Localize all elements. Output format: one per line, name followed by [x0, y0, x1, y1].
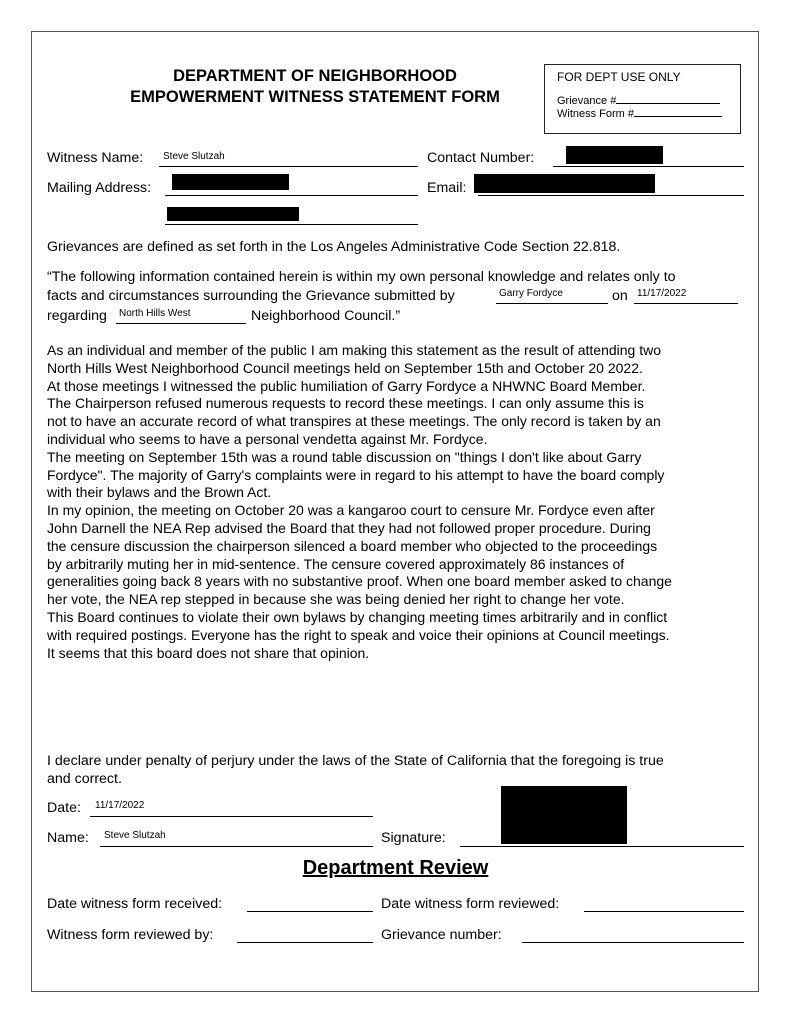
statement-line: by arbitrarily muting her in mid-sentence. The censure covered approximately 86 instances of — [47, 555, 625, 572]
statement-line: The Chairperson refused numerous requests to record these meetings. I can only assume this is — [47, 395, 644, 412]
statement-line: with required postings. Everyone has the right to speak and voice their opinions at Council meetings. — [47, 626, 670, 643]
email-line — [478, 195, 744, 196]
statement-line: not to have an accurate record of what transpires at these meetings. The only record is taken by an — [47, 413, 661, 430]
council-value[interactable]: North Hills West — [119, 308, 191, 319]
mailing-address-redaction-1 — [172, 174, 289, 190]
statement-line: Fordyce". The majority of Garry's complaints were in regard to his attempt to have the board comply — [47, 466, 665, 483]
contact-number-line — [553, 166, 744, 167]
signature-redaction — [501, 786, 627, 844]
name-value[interactable]: Steve Slutzah — [104, 830, 166, 841]
declaration-line-2: and correct. — [47, 771, 122, 787]
date-reviewed-label: Date witness form reviewed: — [381, 896, 560, 912]
statement-line: with their bylaws and the Brown Act. — [47, 484, 272, 501]
declaration-line-1: I declare under penalty of perjury under the laws of the State of California that the foregoing is true — [47, 753, 664, 769]
contact-number-redaction — [566, 146, 663, 164]
form-title-line-2: EMPOWERMENT WITNESS STATEMENT FORM — [130, 88, 500, 106]
submitted-by-value[interactable]: Garry Fordyce — [499, 288, 563, 299]
mailing-address-line-2 — [165, 224, 418, 225]
name-line — [100, 846, 373, 847]
statement-line: It seems that this board does not share that opinion. — [47, 644, 370, 661]
statement-line: North Hills West Neighborhood Council meetings held on September 15th and October 20 2022. — [47, 359, 643, 376]
reviewed-by-label: Witness form reviewed by: — [47, 927, 214, 943]
on-label: on — [612, 288, 628, 304]
statement-line: In my opinion, the meeting on October 20 was a kangaroo court to censure Mr. Fordyce even after — [47, 502, 655, 519]
witness-statement — [47, 342, 747, 662]
mailing-address-line-1 — [165, 195, 418, 196]
council-line — [116, 323, 246, 324]
date-received-label: Date witness form received: — [47, 896, 223, 912]
grievance-number-review-label: Grievance number: — [381, 927, 502, 943]
grievance-definition: Grievances are defined as set forth in the Los Angeles Administrative Code Section 22.818. — [47, 239, 621, 255]
grievance-number-review-line[interactable] — [522, 942, 744, 943]
date-value[interactable]: 11/17/2022 — [95, 800, 145, 811]
statement-line: the censure discussion the chairperson silenced a board member who objected to the proceedings — [47, 537, 658, 554]
email-label: Email: — [427, 180, 467, 196]
oath-line-2: facts and circumstances surrounding the Grievance submitted by — [47, 288, 455, 304]
name-label: Name: — [47, 830, 89, 846]
date-line — [90, 816, 373, 817]
witness-name-value[interactable]: Steve Slutzah — [163, 151, 225, 162]
mailing-address-label: Mailing Address: — [47, 180, 152, 196]
statement-line: This Board continues to violate their own bylaws by changing meeting times arbitrarily and in conflict — [47, 608, 668, 625]
email-redaction — [474, 174, 655, 193]
council-suffix: Neighborhood Council.” — [251, 308, 401, 324]
grievance-number-label: Grievance # — [557, 95, 617, 107]
statement-line: At those meetings I witnessed the public humiliation of Garry Fordyce a NHWNC Board Member. — [47, 377, 646, 394]
reviewed-by-line[interactable] — [237, 942, 373, 943]
department-review-title: Department Review — [302, 857, 489, 879]
witness-name-label: Witness Name: — [47, 150, 144, 166]
submitted-by-line — [496, 303, 608, 304]
form-title — [95, 66, 535, 108]
date-received-line[interactable] — [247, 911, 373, 912]
statement-line: John Darnell the NEA Rep advised the Board that they had not followed proper procedure. During — [47, 519, 651, 536]
dept-use-heading: FOR DEPT USE ONLY — [557, 70, 681, 84]
statement-line: As an individual and member of the public I am making this statement as the result of attending two — [47, 342, 661, 358]
submitted-on-value[interactable]: 11/17/2022 — [637, 288, 687, 299]
form-title-line-1: DEPARTMENT OF NEIGHBORHOOD — [173, 67, 457, 85]
signature-label: Signature: — [381, 830, 446, 846]
witness-name-line — [159, 166, 418, 167]
statement-line: individual who seems to have a personal vendetta against Mr. Fordyce. — [47, 430, 488, 447]
dept-use-box — [544, 64, 741, 134]
contact-number-label: Contact Number: — [427, 150, 535, 166]
regarding-label: regarding — [47, 308, 107, 324]
witness-form-number-label: Witness Form # — [557, 108, 635, 120]
statement-line: her vote, the NEA rep stepped in because she was being denied her right to change her vote. — [47, 591, 625, 608]
mailing-address-redaction-2 — [167, 207, 299, 221]
statement-line: The meeting on September 15th was a round table discussion on "things I don't like about Garry — [47, 448, 642, 465]
date-label: Date: — [47, 800, 81, 816]
submitted-on-line — [634, 303, 738, 304]
grievance-number-field — [557, 95, 740, 108]
witness-form-number-field — [557, 108, 740, 121]
signature-line — [460, 846, 744, 847]
oath-line-1: “The following information contained herein is within my own personal knowledge and relates only to — [47, 269, 676, 285]
statement-line: generalities going back 8 years with no substantive proof. When one board member asked to change — [47, 573, 672, 590]
date-reviewed-line[interactable] — [584, 911, 744, 912]
